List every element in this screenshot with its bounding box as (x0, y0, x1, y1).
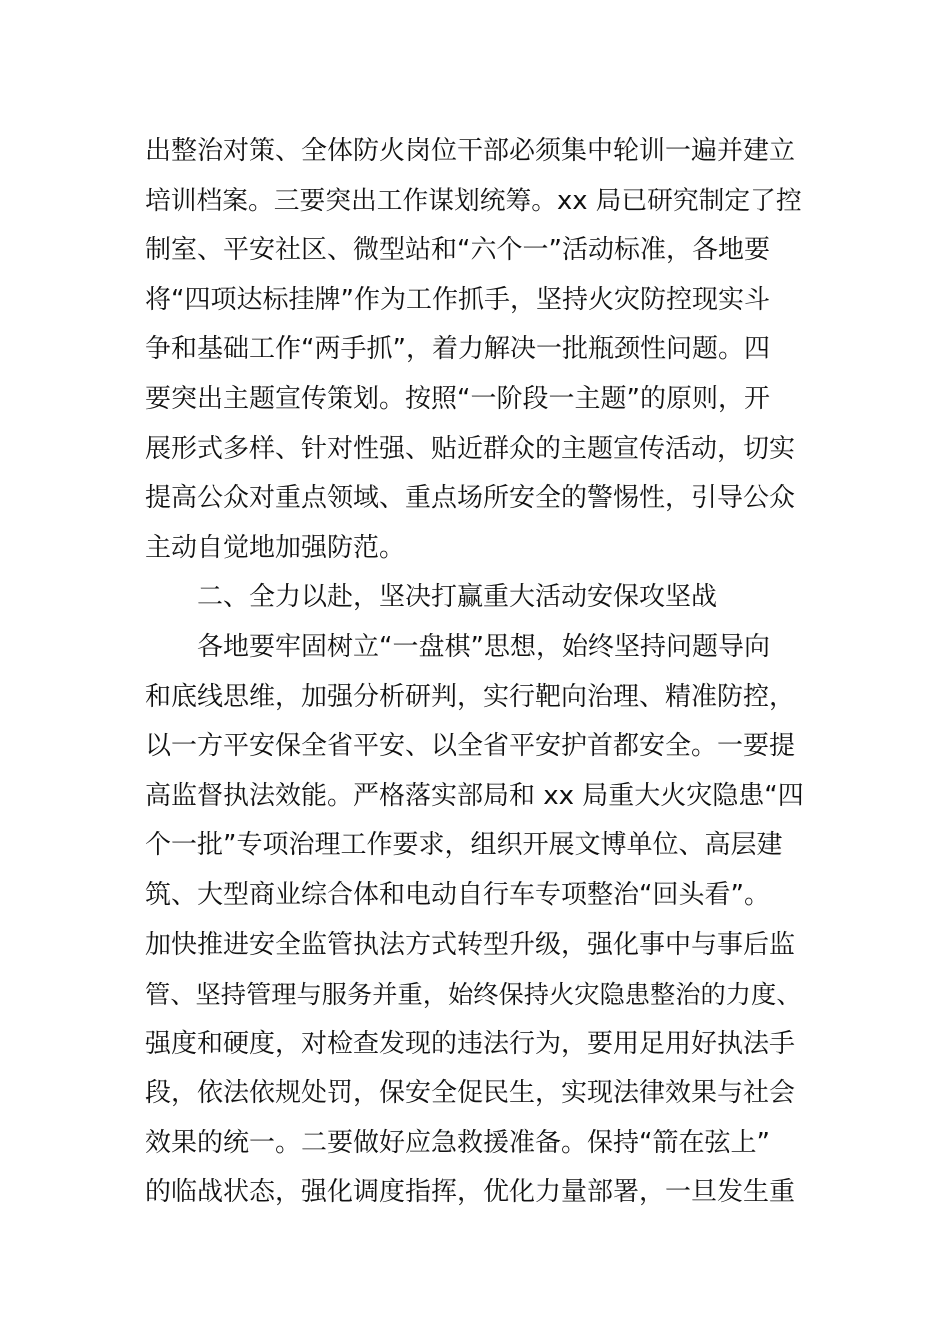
text-line: 制室、平安社区、微型站和“六个一”活动标准，各地要 (145, 235, 770, 266)
text-line: 出整治对策、全体防火岗位干部必须集中轮训一遍并建立 (145, 136, 796, 166)
text-line: 要突出主题宣传策划。按照“一阶段一主题”的原则，开 (145, 383, 770, 414)
paragraph-first-line: 各地要牢固树立“一盘棋”思想，始终坚持问题导向 (197, 631, 770, 662)
text-line: 将“四项达标挂牌”作为工作抓手，坚持火灾防控现实斗 (145, 284, 770, 315)
section-heading: 二、全力以赴，坚决打赢重大活动安保攻坚战 (197, 582, 718, 613)
text-line: 培训档案。三要突出工作谋划统筹。xx 局已研究制定了控 (145, 185, 802, 216)
document-body (145, 127, 805, 1218)
text-line: 段，依法依规处罚，保安全促民生，实现法律效果与社会 (145, 1078, 796, 1109)
text-line: 加快推进安全监管执法方式转型升级，强化事中与事后监 (145, 929, 796, 960)
text-line: 主动自觉地加强防范。 (145, 532, 406, 563)
text-line: 以一方平安保全省平安、以全省平安护首都安全。一要提 (145, 731, 796, 762)
text-line: 个一批”专项治理工作要求，组织开展文博单位、高层建 (145, 830, 783, 861)
text-line: 和底线思维，加强分析研判，实行靶向治理、精准防控， (145, 681, 796, 712)
text-line: 高监督执法效能。严格落实部局和 xx 局重大火灾隐患“四 (145, 780, 804, 811)
text-line: 的临战状态，强化调度指挥，优化力量部署，一旦发生重 (145, 1177, 796, 1208)
text-line: 筑、大型商业综合体和电动自行车专项整治“回头看”。 (145, 879, 770, 910)
text-line: 效果的统一。二要做好应急救援准备。保持“箭在弦上” (145, 1127, 770, 1158)
text-line: 争和基础工作“两手抓”，着力解决一批瓶颈性问题。四 (145, 334, 770, 365)
text-line: 展形式多样、针对性强、贴近群众的主题宣传活动，切实 (145, 433, 796, 464)
text-line: 管、坚持管理与服务并重，始终保持火灾隐患整治的力度、 (145, 980, 802, 1010)
text-line: 提高公众对重点领域、重点场所安全的警惕性，引导公众 (145, 483, 796, 514)
text-line: 强度和硬度，对检查发现的违法行为，要用足用好执法手 (145, 1028, 796, 1059)
